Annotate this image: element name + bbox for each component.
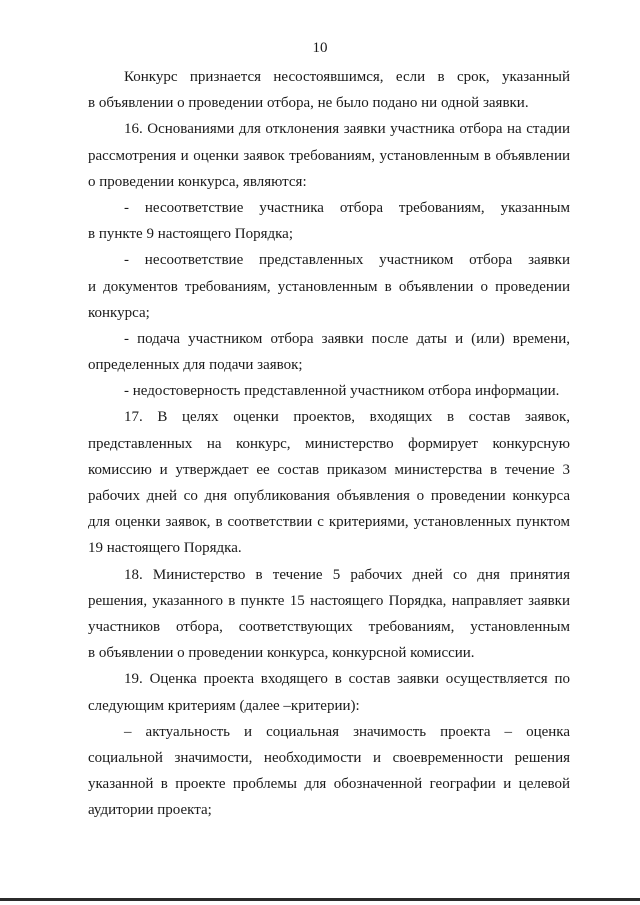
text-line: 18. Министерство в течение 5 рабочих дней со дня принятия bbox=[124, 566, 570, 583]
text-line: конкурса; bbox=[88, 304, 150, 321]
text-line: 17. В целях оценки проектов, входящих в состав заявок, bbox=[124, 409, 570, 426]
text-line: - несоответствие участника отбора требованиям, указанным bbox=[124, 199, 570, 216]
text-line: социальной значимости, необходимости и своевременности решения bbox=[88, 749, 570, 766]
text-line: о проведении конкурса, являются: bbox=[88, 173, 307, 190]
text-line: в объявлении о проведении конкурса, конкурсной комиссии. bbox=[88, 645, 475, 662]
text-line: 19. Оценка проекта входящего в состав заявки осуществляется по bbox=[124, 671, 570, 688]
text-line: комиссию и утверждает ее состав приказом министерства в течение 3 bbox=[88, 461, 570, 478]
document-body bbox=[88, 64, 570, 823]
text-line: представленных на конкурс, министерство формирует конкурсную bbox=[88, 435, 570, 452]
text-line: указанной в проекте проблемы для обозначенной географии и целевой bbox=[88, 776, 570, 793]
text-line: - подача участником отбора заявки после даты и (или) времени, bbox=[124, 330, 570, 347]
text-line: рассмотрения и оценки заявок требованиям, установленным в объявлении bbox=[88, 147, 570, 164]
text-line: участников отбора, соответствующих требованиям, установленным bbox=[88, 618, 570, 635]
text-line: Конкурс признается несостоявшимся, если в срок, указанный bbox=[124, 69, 570, 85]
text-line: и документов требованиям, установленным в объявлении о проведении bbox=[88, 278, 570, 295]
text-line: в пункте 9 настоящего Порядка; bbox=[88, 226, 293, 243]
text-line: – актуальность и социальная значимость проекта – оценка bbox=[124, 723, 570, 740]
page-number: 10 bbox=[312, 40, 328, 56]
text-line: для оценки заявок, в соответствии с критериями, установленных пунктом bbox=[88, 514, 570, 531]
text-line: определенных для подачи заявок; bbox=[88, 357, 303, 374]
text-line: рабочих дней со дня опубликования объявления о проведении конкурса bbox=[88, 488, 570, 504]
text-line: 19 настоящего Порядка. bbox=[88, 540, 242, 557]
text-line: решения, указанного в пункте 15 настоящего Порядка, направляет заявки bbox=[88, 592, 570, 609]
bottom-border-line bbox=[0, 898, 640, 901]
text-line: - несоответствие представленных участником отбора заявки bbox=[124, 252, 570, 269]
text-line: следующим критериям (далее –критерии): bbox=[88, 697, 360, 714]
text-line: 16. Основаниями для отклонения заявки участника отбора на стадии bbox=[124, 121, 570, 138]
text-line: аудитории проекта; bbox=[88, 802, 212, 819]
text-line: - недостоверность представленной участником отбора информации. bbox=[124, 383, 560, 400]
text-line: в объявлении о проведении отбора, не было подано ни одной заявки. bbox=[88, 95, 529, 112]
